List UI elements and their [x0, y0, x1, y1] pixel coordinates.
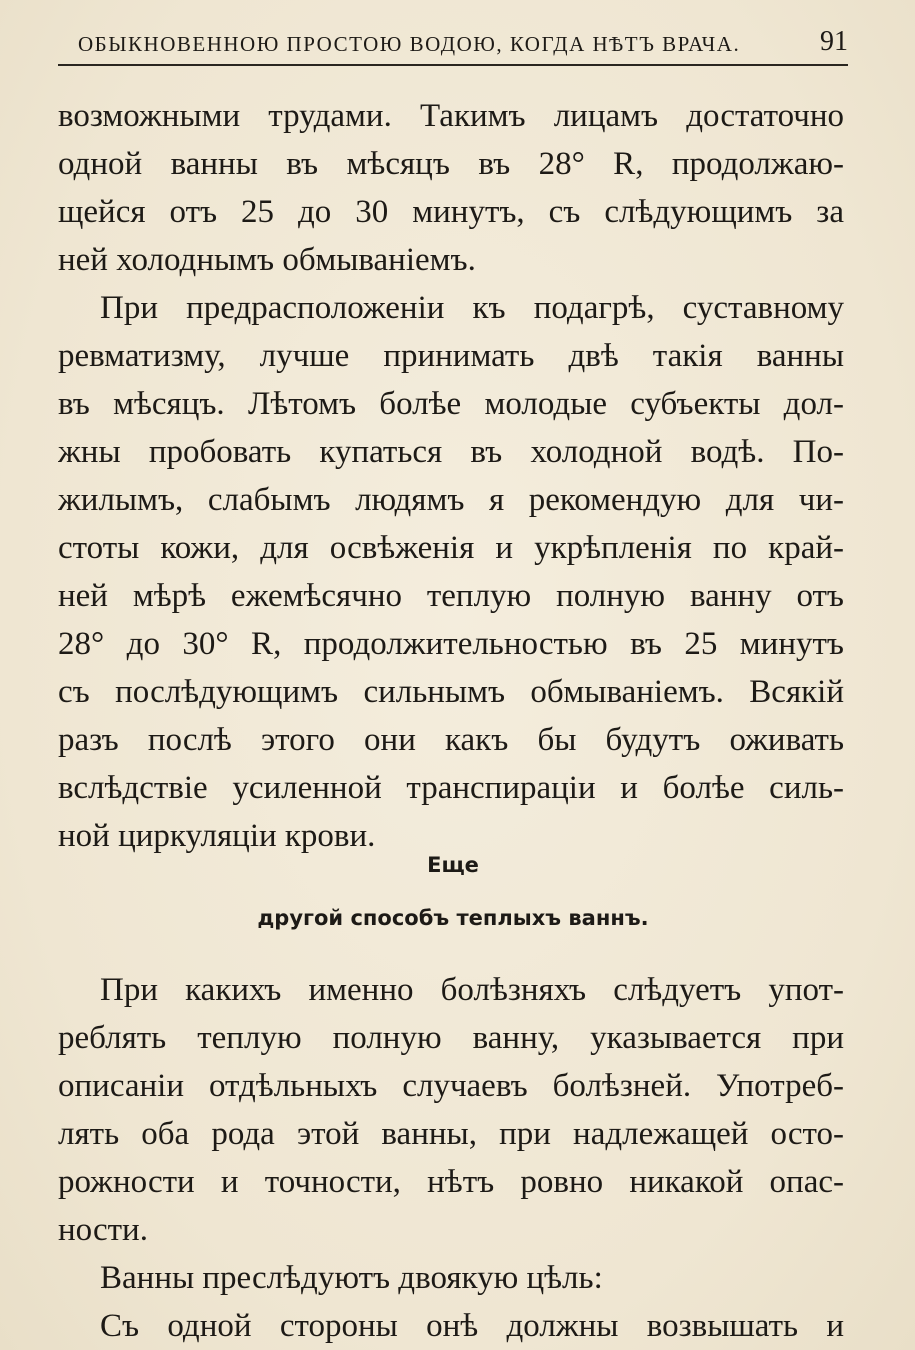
text-line: Съ одной стороны онѣ должны возвышать и [100, 1308, 844, 1344]
text-line: стоты кожи, для освѣженія и укрѣпленія по край- [58, 530, 844, 566]
text-line: реблять теплую полную ванну, указывается при [58, 1020, 844, 1056]
text-line: описаніи отдѣльныхъ случаевъ болѣзней. Употреб- [58, 1068, 844, 1104]
running-title: ОБЫКНОВЕННОЮ ПРОСТОЮ ВОДОЮ, КОГДА НѢТЪ ВРАЧА. [78, 32, 741, 56]
text-line: возможными трудами. Такимъ лицамъ достаточно [58, 98, 844, 134]
section-title: другой способъ теплыхъ ваннъ. [257, 906, 649, 930]
text-line: въ мѣсяцъ. Лѣтомъ болѣе молодые субъекты дол- [58, 386, 844, 422]
text-line: лять оба рода этой ванны, при надлежащей осто- [58, 1116, 844, 1152]
text-line: рожности и точности, нѣтъ ровно никакой опас- [58, 1164, 844, 1200]
section-pre-title: Еще [427, 853, 479, 877]
text-line: разъ послѣ этого они какъ бы будутъ оживать [58, 722, 844, 758]
text-line: жилымъ, слабымъ людямъ я рекомендую для чи- [58, 482, 844, 518]
text-line: ной циркуляціи крови. [58, 818, 376, 854]
page-number: 91 [820, 26, 848, 57]
text-line: ности. [58, 1212, 148, 1248]
text-line: 28° до 30° R, продолжительностью въ 25 минутъ [58, 626, 844, 662]
text-line: одной ванны въ мѣсяцъ въ 28° R, продолжаю- [58, 146, 844, 182]
text-line: жны пробовать купаться въ холодной водѣ. По- [58, 434, 844, 470]
text-line: вслѣдствіе усиленной транспираціи и болѣе силь- [58, 770, 844, 806]
text-line: При предрасположеніи къ подагрѣ, суставному [100, 290, 844, 326]
running-header [58, 26, 848, 66]
text-line: ней мѣрѣ ежемѣсячно теплую полную ванну отъ [58, 578, 844, 614]
text-line: съ послѣдующимъ сильнымъ обмываніемъ. Всякій [58, 674, 844, 710]
text-line: При какихъ именно болѣзняхъ слѣдуетъ упот- [100, 972, 844, 1008]
text-line: ревматизму, лучше принимать двѣ такія ванны [58, 338, 844, 374]
text-line: Ванны преслѣдуютъ двоякую цѣль: [100, 1260, 603, 1296]
text-line: ней холоднымъ обмываніемъ. [58, 242, 476, 278]
text-line: щейся отъ 25 до 30 минутъ, съ слѣдующимъ за [58, 194, 844, 230]
